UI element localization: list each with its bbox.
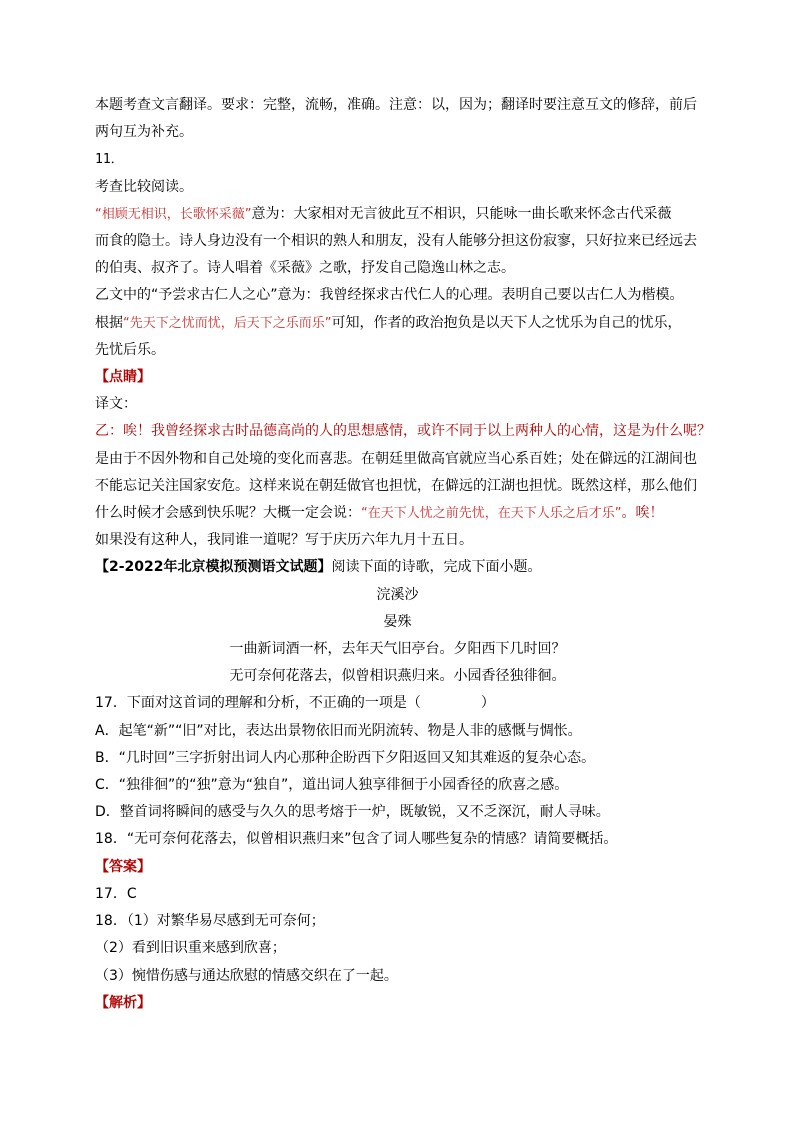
question-17-option-c: C．“独徘徊”的“独”意为“独自”，道出词人独享徘徊于小园香径的欣喜之感。 bbox=[95, 777, 569, 794]
analysis-paragraph-1-line-1 bbox=[95, 201, 700, 228]
answer-18-part-3: （3）惋惜伤感与通达欣慰的情感交织在了一起。 bbox=[95, 967, 398, 984]
translation-text: 。唉！ bbox=[621, 505, 664, 522]
analysis-paragraph-1-line-2: 而食的隐士。诗人身边没有一个相识的熟人和朋友，没有人能够分担这份寂寥，只好拉来已经远去 bbox=[95, 233, 697, 250]
translation-text: 什么时候才会感到快乐呢？大概一定会说： bbox=[95, 505, 361, 522]
analysis-paragraph-2-line-1: 乙文中的“予尝求古仁人之心”意为：我曾经探求古代仁人的心理。表明自己要以古仁人为楷模。 bbox=[95, 287, 684, 304]
question-17-stem bbox=[95, 690, 700, 717]
poem-line-1: 一曲新词酒一杯，去年天气旧亭台。夕阳西下几时回？ bbox=[229, 641, 566, 658]
question-17-option-b: B．“几时回”三字折射出词人内心那种企盼西下夕阳返回又知其难返的复杂心态。 bbox=[95, 749, 596, 766]
translation-line-4 bbox=[95, 500, 700, 527]
translation-quote: “在天下人忧之前先忧，在天下人乐之后才乐” bbox=[361, 506, 622, 522]
intro-line-1: 本题考查文言翻译。要求：完整，流畅，准确。注意：以，因为；翻译时要注意互文的修辞，前后 bbox=[95, 97, 697, 113]
question-11-number: 11． bbox=[95, 152, 124, 168]
translation-line-1: 乙：唉！我曾经探求古时品德高尚的人的思想感情，或许不同于以上两种人的心情，这是为什么呢？ bbox=[95, 423, 711, 440]
analysis-paragraph-1-line-3: 的伯夷、叔齐了。诗人唱着《采薇》之歌，抒发自己隐逸山林之志。 bbox=[95, 260, 515, 277]
question-18-stem: 18．“无可奈何花落去，似曾相识燕归来”包含了词人哪些复杂的情感？请简要概括。 bbox=[95, 831, 618, 848]
answer-17: 17．C bbox=[95, 885, 137, 902]
analysis-text: 根据 bbox=[95, 314, 123, 331]
translation-line-3: 不能忘记关注国家安危。这样来说在朝廷做官也担忧，在僻远的江湖也担忧。既然这样，那么他们 bbox=[95, 477, 697, 494]
answer-18-part-2: （2）看到旧识重来感到欣喜； bbox=[95, 940, 286, 957]
section-2-heading bbox=[95, 554, 700, 581]
poem-line-2: 无可奈何花落去，似曾相识燕归来。小园香径独徘徊。 bbox=[229, 668, 566, 685]
poem-author: 晏殊 bbox=[383, 613, 412, 630]
document-page bbox=[95, 92, 711, 1017]
question-17-text: 17．下面对这首词的理解和分析，不正确的一项是（ bbox=[95, 695, 421, 712]
analysis-text: 意为：大家相对无言彼此互不相识，只能咏一曲长歌来怀念古代采薇 bbox=[251, 205, 672, 222]
translation-label: 译文： bbox=[95, 396, 137, 413]
analysis-paragraph-2-line-3: 先忧后乐。 bbox=[95, 341, 165, 358]
answer-heading: 【答案】 bbox=[95, 858, 151, 875]
analysis-paragraph-2-line-2 bbox=[95, 310, 700, 337]
translation-line-2: 是由于不因外物和自己处境的变化而喜悲。在朝廷里做高官就应当心系百姓；处在僻远的江湖间也 bbox=[95, 450, 697, 467]
section-instruction: 阅读下面的诗歌，完成下面小题。 bbox=[331, 559, 542, 576]
answer-18-part-1: 18．（1）对繁华易尽感到无可奈何； bbox=[95, 913, 325, 930]
analysis-text: 可知，作者的政治抱负是以天下人之忧乐为自己的忧乐， bbox=[331, 314, 682, 331]
translation-line-5: 如果没有这种人，我同谁一道呢？写于庆历六年九月十五日。 bbox=[95, 532, 473, 549]
poem-title: 浣溪沙 bbox=[376, 586, 419, 603]
question-17-option-d: D．整首词将瞬间的感受与久久的思考熔于一炉，既敏锐，又不乏深沉，耐人寻味。 bbox=[95, 804, 610, 821]
poem-quote-1: “相顾无相识，长歌怀采薇” bbox=[95, 206, 252, 222]
section-source-title: 【2-2022年北京模拟预测语文试题】 bbox=[95, 559, 332, 576]
poem-quote-2: “先天下之忧而忧，后天下之乐而乐” bbox=[123, 315, 332, 331]
question-11-title: 考查比较阅读。 bbox=[95, 178, 193, 195]
question-17-close: ） bbox=[480, 695, 495, 712]
analysis-heading: 【解析】 bbox=[95, 994, 151, 1011]
question-17-option-a: A．起笔“新”“旧”对比，表达出景物依旧而光阴流转、物是人非的感慨与惆怅。 bbox=[95, 722, 582, 739]
dianjing-heading: 【点睛】 bbox=[95, 369, 151, 386]
intro-line-2: 两句互为补充。 bbox=[95, 124, 193, 141]
